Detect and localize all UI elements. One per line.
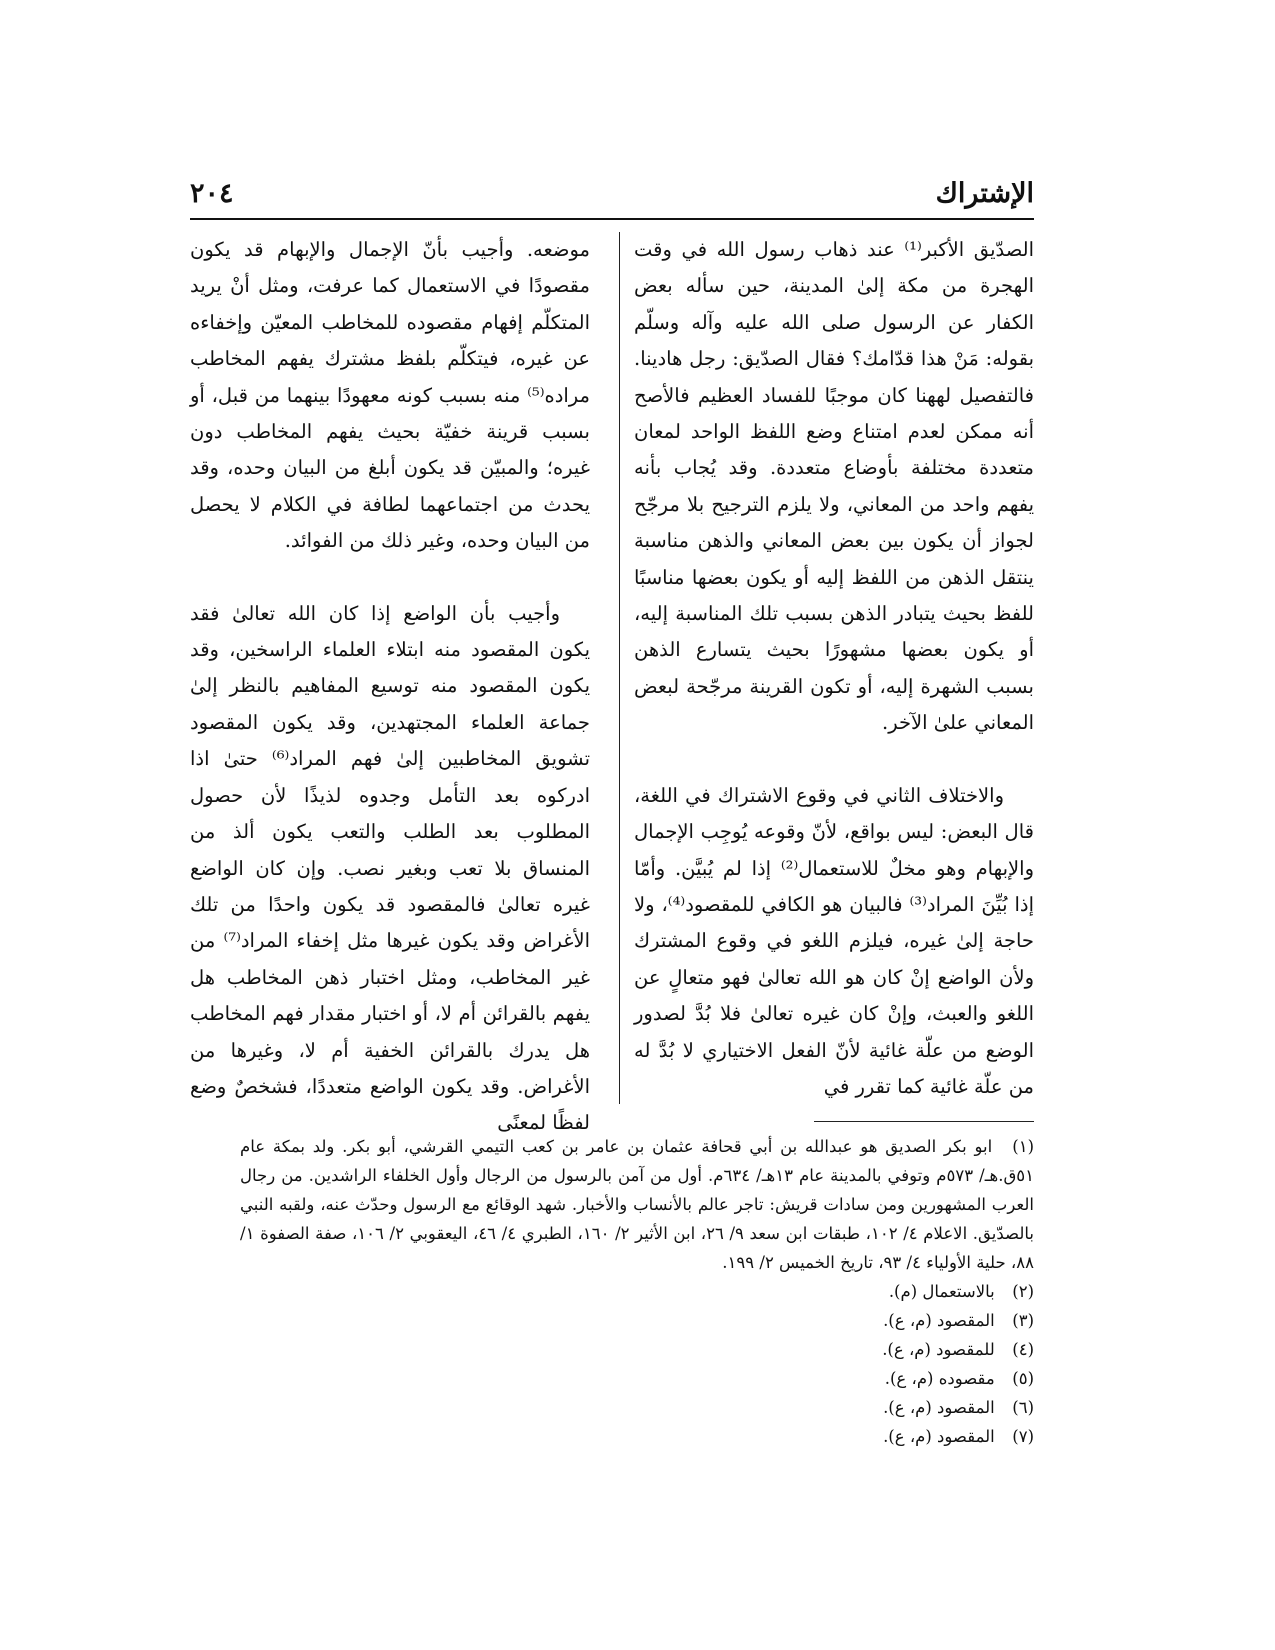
footnote-number: (٢) — [1012, 1282, 1034, 1301]
paragraph: الصدّيق الأكبر⁽¹⁾ عند ذهاب رسول الله في وقت الهجرة من مكة إلىٰ المدينة، حين سأله بعض الكفار عن الرسول صلى الله عليه وآله وسلّم بقوله: مَنْ هذا قدّامك؟ فقال الصدّيق: رجل هادينا. فالتفصيل لههنا كان موجبًا للفساد العظيم فالأصح أنه ممكن لعدم امتناع وضع اللفظ الواحد لمعان متعددة مختلفة بأوضاع متعددة. وقد يُجاب بأنه يفهم واحد من المعاني، ولا يلزم الترجيح بلا مرجّح لجواز أن يكون بين بعض المعاني والذهن مناسبة ينتقل الذهن من اللفظ إليه أو يكون بعضها مناسبًا للفظ بحيث يتبادر الذهن بسبب تلك المناسبة إليه، أو يكون بعضها مشهورًا بحيث يتسارع الذهن بسبب الشهرة إليه، أو تكون القرينة مرجّحة لبعض المعاني علىٰ الآخر. — [634, 238, 1034, 735]
paragraph: والاختلاف الثاني في وقوع الاشتراك في اللغة، قال البعض: ليس بواقع، لأنّ وقوعه يُوجِب الإجمال والإبهام وهو مخلٌ للاستعمال⁽²⁾ إذا لم يُبيَّن. وأمّا إذا بُيِّنَ المراد⁽³⁾ فالبيان هو الكافي للمقصود⁽⁴⁾، ولا حاجة إلىٰ غيره، فيلزم اللغو في وقوع المشترك ولأن الواضع إنْ كان هو الله تعالىٰ فهو متعالٍ عن اللغو والعبث، وإنْ كان غيره تعالىٰ فلا بُدَّ لصدور الوضع من علّة غائية لأنّ الفعل الاختياري لا بُدَّ له من علّة غائية كما تقرر في — [634, 783, 1035, 1098]
footnote-text: المقصود (م، ع). — [883, 1427, 995, 1446]
footnote — [240, 1306, 1034, 1335]
footnote — [240, 1364, 1034, 1393]
footnote — [240, 1422, 1034, 1451]
footnote-number: (٧) — [1012, 1427, 1034, 1446]
page-header — [190, 178, 1034, 218]
footnote-number: (٥) — [1012, 1369, 1034, 1388]
footnote-number: (٣) — [1012, 1311, 1034, 1330]
paragraph: موضعه. وأجيب بأنّ الإجمال والإبهام قد يكون مقصودًا في الاستعمال كما عرفت، ومثل أنْ يريد المتكلّم إفهام مقصوده للمخاطب المعيّن وإخفاءه عن غيره، فيتكلّم بلفظ مشترك يفهم المخاطب مراده⁽⁵⁾ منه بسبب كونه معهودًا بينهما من قبل، أو بسبب قرينة خفيّة بحيث يفهم المخاطب دون غيره؛ والمبيّن قد يكون أبلغ من البيان وحده، وقد يحدث من اجتماعهما لطافة في الكلام لا يحصل من البيان وحده، وغير ذلك من الفوائد. — [190, 238, 590, 553]
footnote-text: للمقصود (م، ع). — [882, 1340, 995, 1359]
footnote-rule — [814, 1121, 1034, 1122]
footnote-text: المقصود (م، ع). — [883, 1398, 995, 1417]
footnote — [240, 1132, 1034, 1277]
footnote-text: ابو بكر الصديق هو عبدالله بن أبي قحافة عثمان بن عامر بن كعب التيمي القرشي، أبو بكر. ولد بمكة عام ٥١ق.هـ/ ٥٧٣م وتوفي بالمدينة عام ١٣هـ/ ٦٣٤م. أول من آمن بالرسول من الرجال وأول الخلفاء الراشدين. من رجال العرب المشهورين ومن سادات قريش: تاجر عالم بالأنساب والأخبار. شهد الوقائع مع الرسول وحدّث عنه، ولقبه النبي بالصدّيق. الاعلام ٤/ ١٠٢، طبقات ابن سعد ٩/ ٢٦، ابن الأثير ٢/ ١٦٠، الطبري ٤/ ٤٦، اليعقوبي ٢/ ١٠٦، صفة الصفوة ١/ ٨٨، حلية الأولياء ٤/ ٩٣، تاريخ الخميس ٢/ ١٩٩. — [240, 1137, 1035, 1272]
footnote — [240, 1335, 1034, 1364]
footnotes — [240, 1132, 1034, 1451]
footnote — [240, 1277, 1034, 1306]
right-column — [634, 232, 1034, 1112]
footnote-number: (١) — [1012, 1137, 1034, 1156]
paragraph: وأجيب بأن الواضع إذا كان الله تعالىٰ فقد يكون المقصود منه ابتلاء العلماء الراسخين، وقد يكون المقصود منه توسيع المفاهيم بالنظر إلىٰ جماعة العلماء المجتهدين، وقد يكون المقصود تشويق المخاطبين إلىٰ فهم المراد⁽⁶⁾ حتىٰ اذا ادركوه بعد التأمل وجدوه لذيذًا لأن حصول المطلوب بعد الطلب والتعب يكون ألذ من المنساق بلا تعب وبغير نصب. وإن كان الواضع غيره تعالىٰ فالمقصود قد يكون واحدًا من تلك الأغراض وقد يكون غيرها مثل إخفاء المراد⁽⁷⁾ من غير المخاطب، ومثل اختبار ذهن المخاطب هل يفهم بالقرائن أم لا، أو اختبار مقدار فهم المخاطب هل يدرك بالقرائن الخفية أم لا، وغيرها من الأغراض. وقد يكون الواضع متعددًا، فشخصٌ وضع لفظًا لمعنًى — [190, 601, 590, 1135]
running-title: الإشتراك — [935, 178, 1034, 209]
left-column — [190, 232, 590, 1135]
footnote-number: (٤) — [1012, 1340, 1034, 1359]
paragraph-gap — [190, 560, 590, 596]
page-number: ٢٠٤ — [190, 178, 234, 209]
footnote-text: مقصوده (م، ع). — [884, 1369, 995, 1388]
footnote — [240, 1393, 1034, 1422]
column-divider — [619, 232, 620, 1104]
footnote-number: (٦) — [1012, 1398, 1034, 1417]
header-rule — [190, 218, 1034, 220]
paragraph-gap — [634, 742, 1034, 778]
footnote-text: بالاستعمال (م). — [888, 1282, 995, 1301]
footnote-text: المقصود (م، ع). — [883, 1311, 995, 1330]
